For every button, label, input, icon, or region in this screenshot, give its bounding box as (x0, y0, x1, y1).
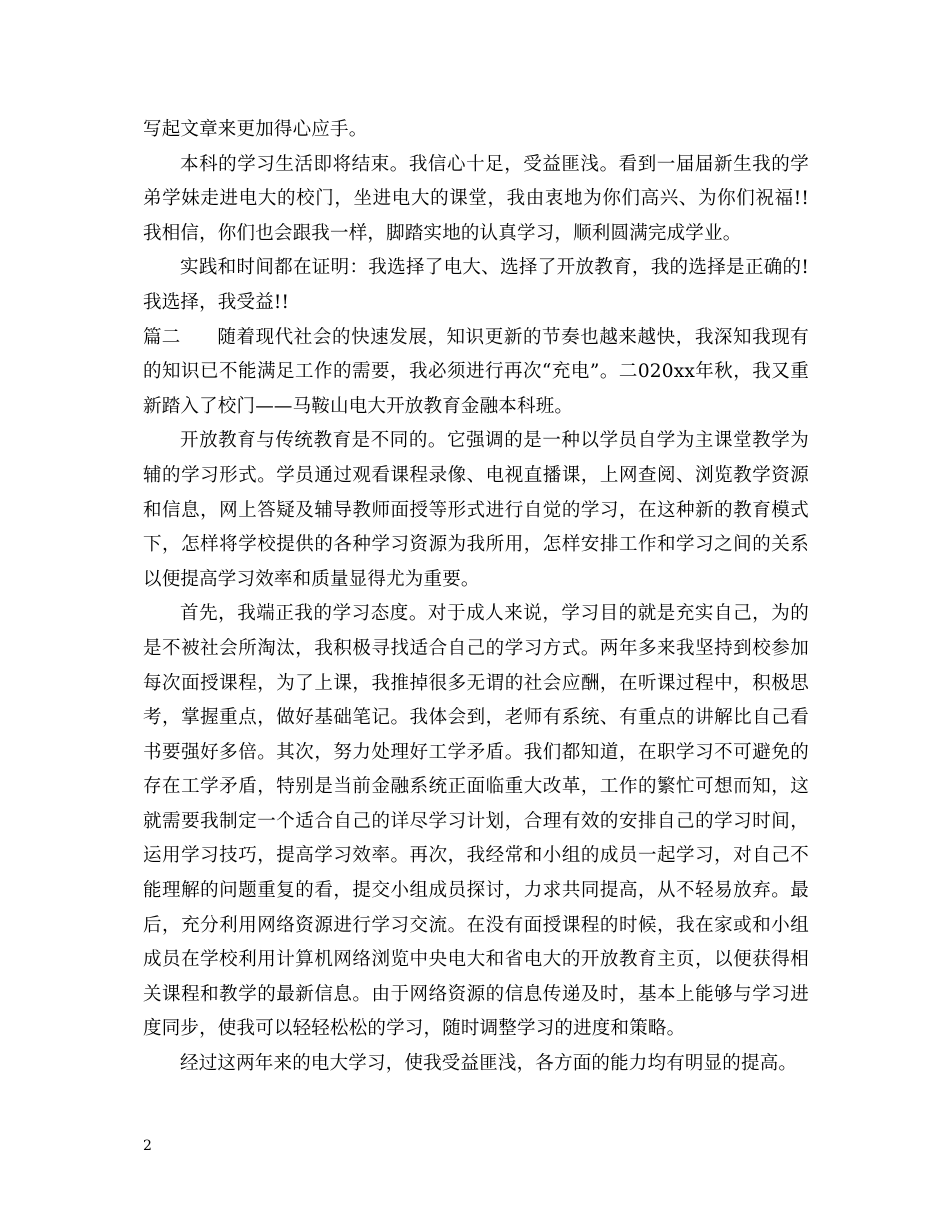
paragraph-1 (143, 113, 809, 148)
page-number: 2 (143, 1138, 152, 1154)
paragraph-3 (143, 251, 809, 320)
paragraph-text: 写起文章来更加得心应手。 (143, 119, 368, 140)
paragraph-2 (143, 148, 809, 252)
paragraph-text: 首先，我端正我的学习态度。对于成人来说，学习目的就是充实自己，为的是不被社会所淘汰，我积极寻找适合自己的学习方式。两年多来我坚持到校参加每次面授课程，为了上课，我推掉很多无谓的社会应酬，在听课过程中，积极思考，掌握重点，做好基础笔记。我体会到，老师有系统、有重点的讲解比自己看书要强好多倍。其次，努力处理好工学矛盾。我们都知道，在职学习不可避免的存在工学矛盾，特别是当前金融系统正面临重大改革，工作的繁忙可想而知，这就需要我制定一个适合自己的详尽学习计划，合理有效的安排自己的学习时间，运用学习技巧，提高学习效率。再次，我经常和小组的成员一起学习，对自己不能理解的问题重复的看，提交小组成员探讨，力求共同提高，从不轻易放弃。最后，充分利用网络资源进行学习交流。在没有面授课程的时候，我在家或和小组成员在学校利用计算机网络浏览中央电大和省电大的开放教育主页，以便获得相关课程和教学的最新信息。由于网络资源的信息传递及时，基本上能够与学习进度同步，使我可以轻轻松松的学习，随时调整学习的进度和策略。 (143, 603, 809, 1040)
paragraph-text: 本科的学习生活即将结束。我信心十足，受益匪浅。看到一届届新生我的学弟学妹走进电大的校门，坐进电大的课堂，我由衷地为你们高兴、为你们祝福!!我相信，你们也会跟我一样，脚踏实地的认真学习，顺利圆满完成学业。 (143, 153, 809, 244)
paragraph-5 (143, 424, 809, 597)
paragraph-6 (143, 597, 809, 1047)
paragraph-text: 实践和时间都在证明：我选择了电大、选择了开放教育，我的选择是正确的!我选择，我受益!! (143, 257, 809, 313)
paragraph-text: 随着现代社会的快速发展，知识更新的节奏也越来越快，我深知我现有的知识已不能满足工作的需要，我必须进行再次“充电”。二020xx年秋，我又重新踏入了校门——马鞍山电大开放教育金融本科班。 (143, 326, 809, 417)
paragraph-7 (143, 1047, 809, 1082)
document-body (143, 113, 809, 1082)
paragraph-text: 经过这两年来的电大学习，使我受益匪浅，各方面的能力均有明显的提高。 (180, 1053, 798, 1075)
paragraph-4 (143, 321, 809, 425)
paragraph-text: 开放教育与传统教育是不同的。它强调的是一种以学员自学为主课堂教学为辅的学习形式。学员通过观看课程录像、电视直播课，上网查阅、浏览教学资源和信息，网上答疑及辅导教师面授等形式进行自觉的学习，在这种新的教育模式下，怎样将学校提供的各种学习资源为我所用，怎样安排工作和学习之间的关系以便提高学习效率和质量显得尤为重要。 (143, 430, 809, 590)
section-label: 篇二 (143, 326, 181, 348)
